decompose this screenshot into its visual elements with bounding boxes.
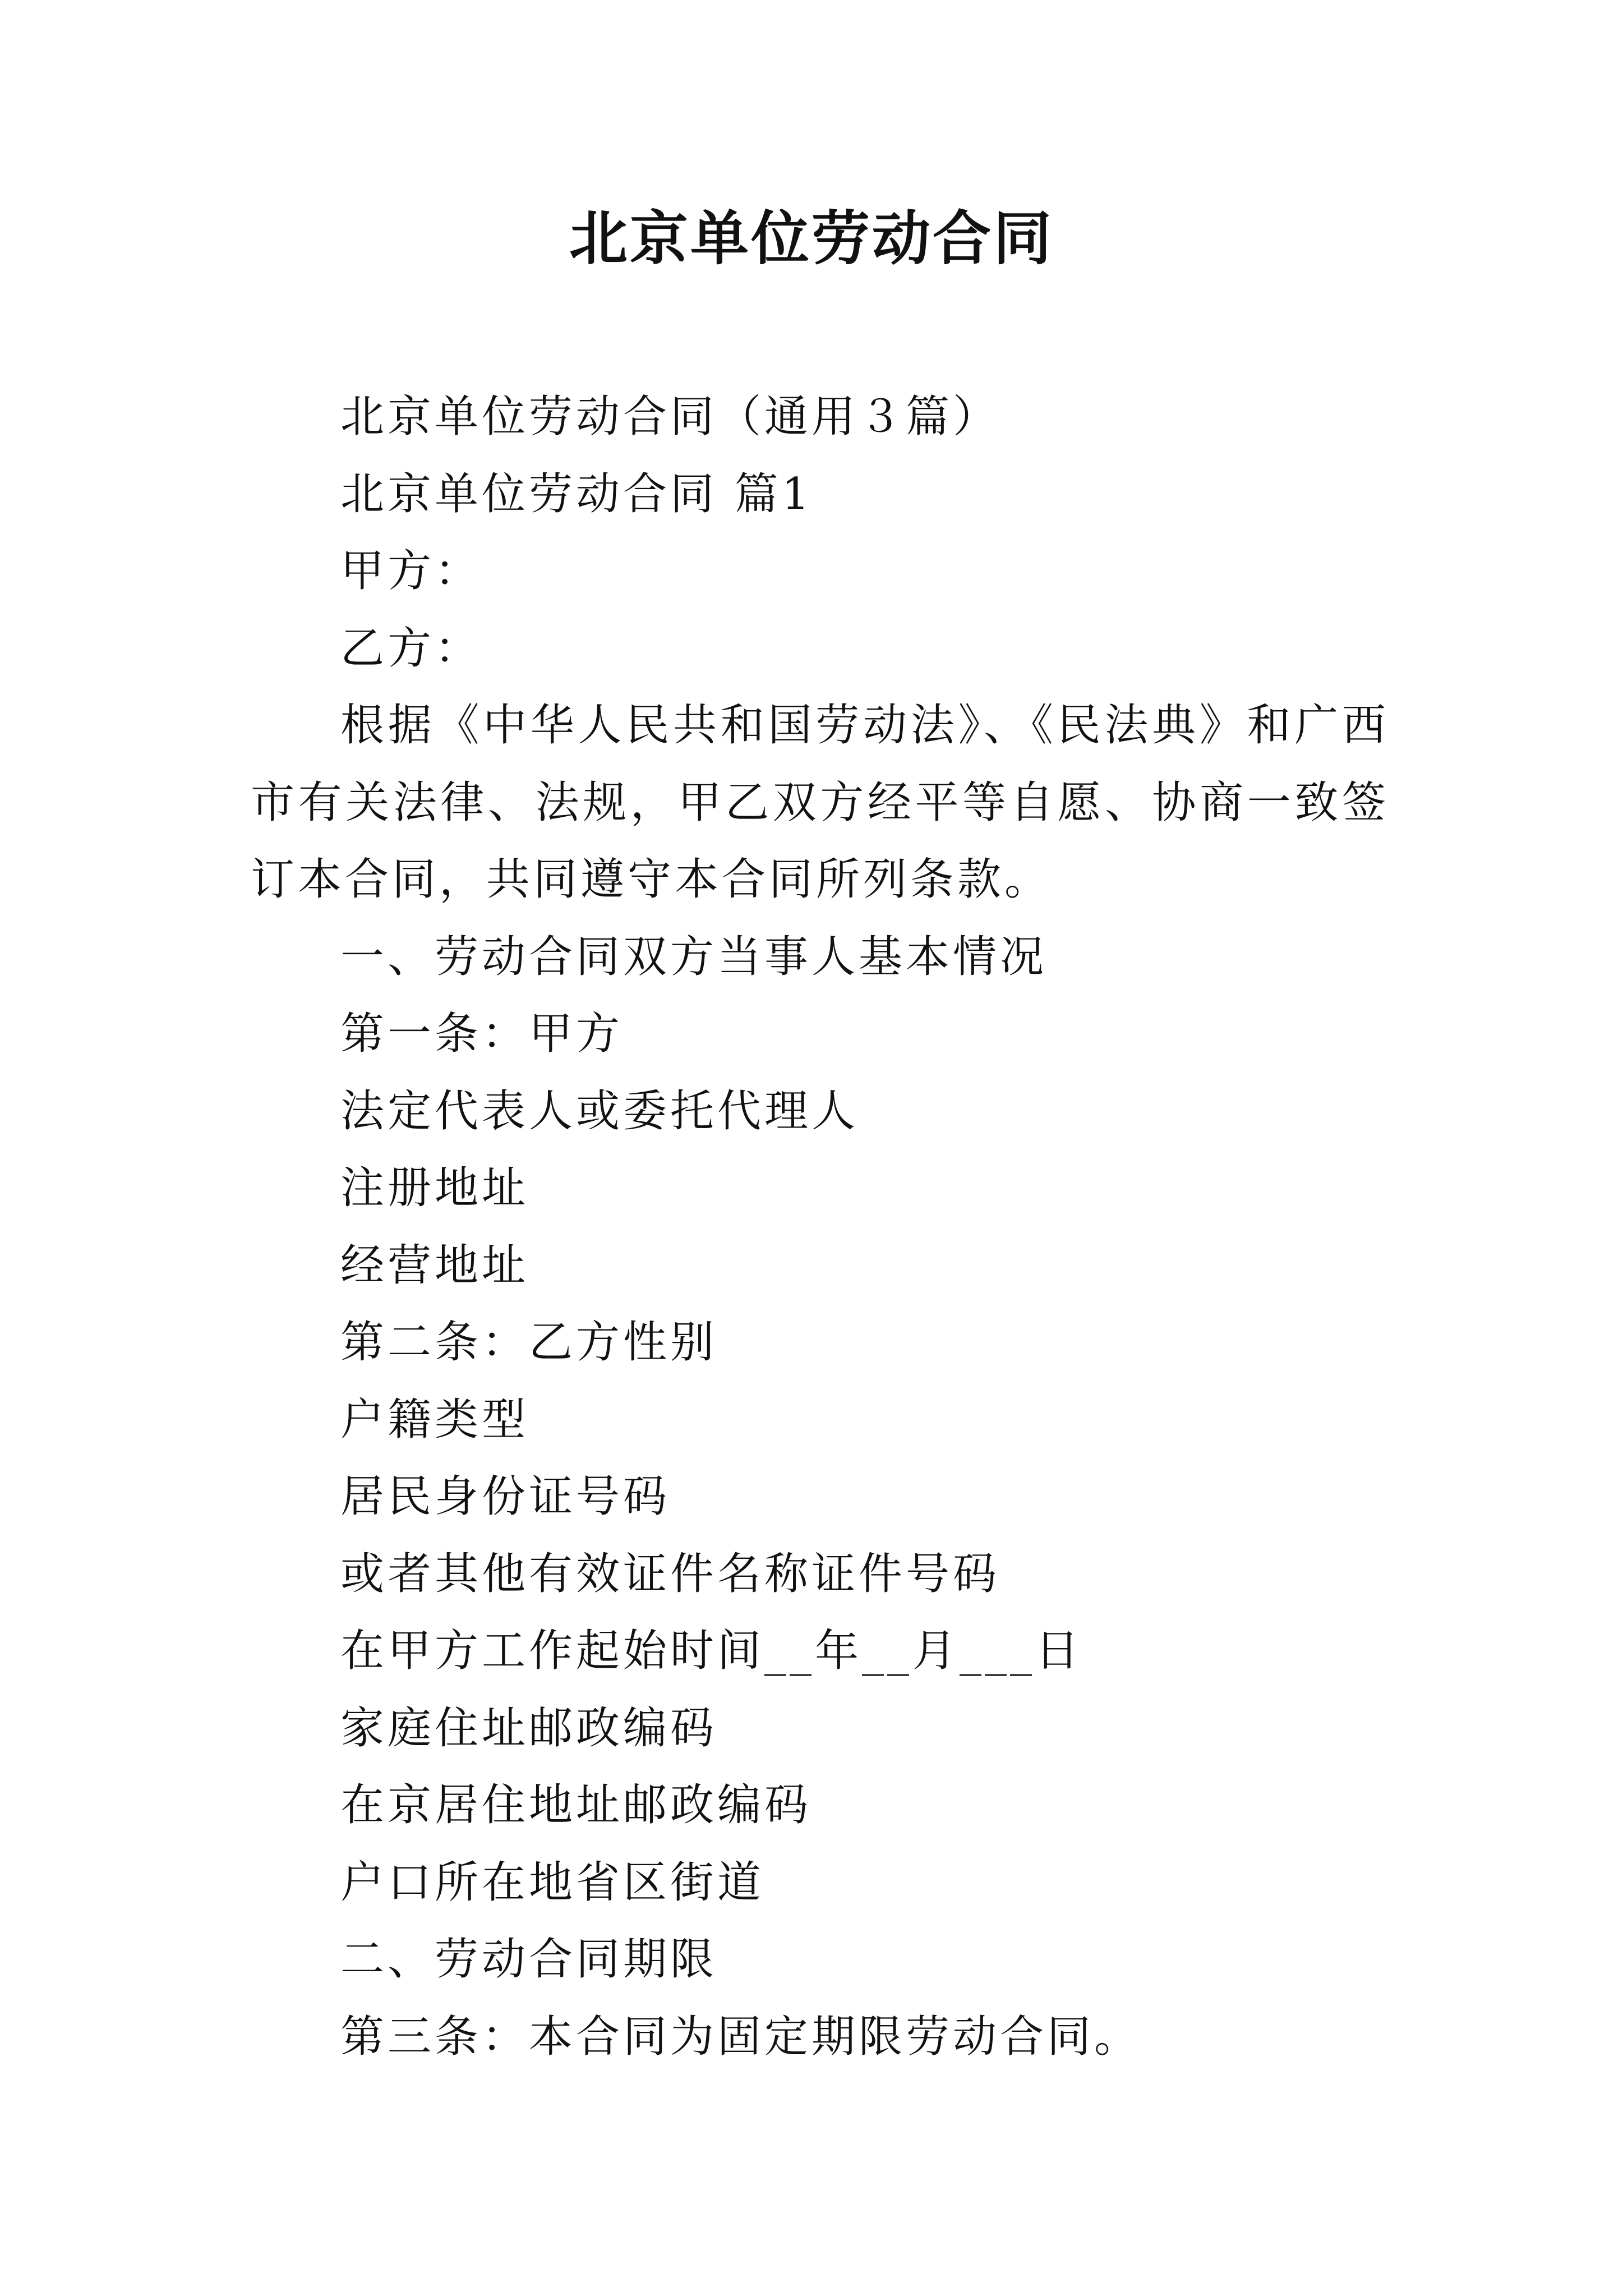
paragraph-beijing-address: 在京居住地址邮政编码 — [340, 1780, 812, 1830]
paragraph-section-one: 一、劳动合同双方当事人基本情况 — [340, 931, 1048, 982]
paragraph-home-address: 家庭住址邮政编码 — [340, 1703, 718, 1754]
paragraph-section-heading: 北京单位劳动合同 篇1 — [340, 468, 813, 519]
paragraph-preamble: 根据《中华人民共和国劳动法》、《民法典》和广西市有关法律、法规，甲乙双方经平等自愿、协商一致签订本合同，共同遵守本合同所列条款。 — [251, 700, 1389, 905]
paragraph-other-id: 或者其他有效证件名称证件号码 — [340, 1548, 1000, 1599]
paragraph-party-a: 甲方： — [340, 546, 482, 596]
document-title: 北京单位劳动合同 — [569, 204, 1054, 273]
paragraph-household-type: 户籍类型 — [340, 1394, 529, 1445]
paragraph-hukou-location: 户口所在地省区街道 — [340, 1857, 765, 1908]
paragraph-business-address: 经营地址 — [340, 1240, 529, 1291]
paragraph-legal-rep: 法定代表人或委托代理人 — [340, 1085, 859, 1137]
paragraph-article-three: 第三条：本合同为固定期限劳动合同。 — [340, 2011, 1142, 2062]
paragraph-article-two: 第二条：乙方性别 — [340, 1317, 718, 1368]
paragraph-start-date: 在甲方工作起始时间__年__月___日 — [340, 1626, 1083, 1676]
paragraph-article-one: 第一条：甲方 — [340, 1009, 624, 1059]
paragraph-subtitle: 北京单位劳动合同（通用３篇） — [340, 392, 1000, 442]
paragraph-id-number: 居民身份证号码 — [340, 1471, 671, 1522]
paragraph-registered-address: 注册地址 — [340, 1163, 529, 1213]
paragraph-party-b: 乙方： — [340, 623, 482, 674]
paragraph-section-two: 二、劳动合同期限 — [340, 1934, 718, 1985]
document-body — [251, 379, 1389, 2076]
